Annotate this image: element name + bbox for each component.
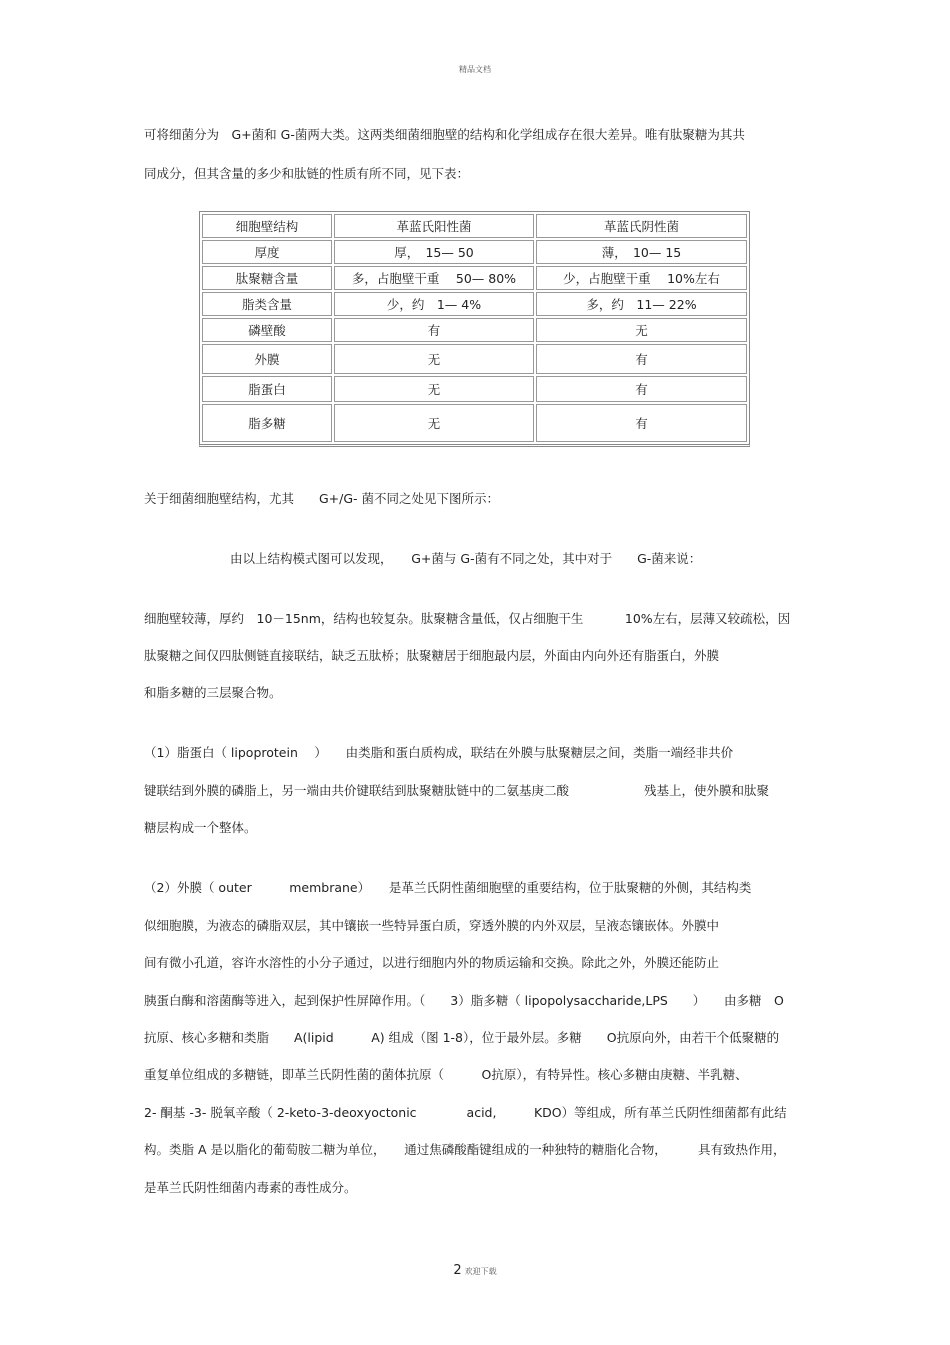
table-cell: 无 (334, 376, 534, 402)
table-cell: 少，约 1— 4% (334, 292, 534, 316)
table-cell: 薄， 10— 15 (536, 240, 747, 264)
table-cell: 肽聚糖含量 (202, 266, 332, 290)
table-row (202, 404, 747, 442)
table-header-cell: 革蓝氏阳性菌 (334, 214, 534, 238)
body-line: 间有微小孔道，容许水溶性的小分子通过，以进行细胞内外的物质运输和交换。除此之外，外膜还能防止 (144, 955, 720, 970)
table-cell: 脂类含量 (202, 292, 332, 316)
body-line: 细胞壁较薄，厚约 10－15nm，结构也较复杂。肽聚糖含量低，仅占细胞干生 10%左右，层薄又较疏松，因 (144, 611, 791, 626)
table-cell: 有 (536, 376, 747, 402)
body-line: 重复单位组成的多糖链，即革兰氏阴性菌的菌体抗原（ O抗原），有特异性。核心多糖由庚糖、半乳糖、 (144, 1067, 748, 1082)
table-cell: 有 (536, 404, 747, 442)
table-header-row (202, 214, 747, 238)
table-header-cell: 革蓝氏阴性菌 (536, 214, 747, 238)
table-header-cell: 细胞壁结构 (202, 214, 332, 238)
page-number: 2 (453, 1263, 462, 1278)
body-line: 似细胞膜，为液态的磷脂双层，其中镶嵌一些特异蛋白质，穿透外膜的内外双层，呈液态镶嵌体。外膜中 (144, 918, 720, 933)
body-line: 肽聚糖之间仅四肽侧链直接联结，缺乏五肽桥；肽聚糖居于细胞最内层，外面由内向外还有脂蛋白，外膜 (144, 648, 720, 663)
intro-line-2: 同成分，但其含量的多少和肽链的性质有所不同，见下表： (144, 166, 470, 181)
table-cell: 外膜 (202, 344, 332, 374)
body-line: 胰蛋白酶和溶菌酶等进入，起到保护性屏障作用。（ 3）脂多糖（ lipopolysaccharide,LPS ） 由多糖 O (144, 993, 784, 1008)
body-line: （1）脂蛋白（ lipoprotein ） 由类脂和蛋白质构成，联结在外膜与肽聚糖层之间，类脂一端经非共价 (144, 745, 734, 760)
page-footer (0, 1259, 950, 1278)
table-cell: 有 (334, 318, 534, 342)
table-row (202, 318, 747, 342)
table-cell: 多，约 11— 22% (536, 292, 747, 316)
body-line: （2）外膜（ outer membrane） 是革兰氏阴性菌细胞壁的重要结构，位于肽聚糖的外侧，其结构类 (144, 880, 752, 895)
table-cell: 多，占胞壁干重 50— 80% (334, 266, 534, 290)
body-line: 抗原、核心多糖和类脂 A(lipid A) 组成（图 1-8），位于最外层。多糖 O抗原向外，由若干个低聚糖的 (144, 1030, 780, 1045)
table-row (202, 292, 747, 316)
page-header: 精品文档 (459, 65, 491, 74)
body-line: 关于细菌细胞壁结构，尤其 G+/G- 菌不同之处见下图所示： (144, 491, 500, 506)
table-cell: 有 (536, 344, 747, 374)
table-cell: 厚， 15— 50 (334, 240, 534, 264)
cell-wall-comparison-table (199, 211, 750, 447)
intro-line-1: 可将细菌分为 G+菌和 G-菌两大类。这两类细菌细胞壁的结构和化学组成存在很大差异。唯有肽聚糖为其共 (144, 127, 745, 142)
body-line: 由以上结构模式图可以发现， G+菌与 G-菌有不同之处，其中对于 G-菌来说： (230, 551, 702, 566)
table-row (202, 344, 747, 374)
table-cell: 脂蛋白 (202, 376, 332, 402)
table-cell: 无 (334, 344, 534, 374)
body-line: 是革兰氏阴性细菌内毒素的毒性成分。 (144, 1180, 357, 1195)
table-cell: 无 (334, 404, 534, 442)
table-row (202, 376, 747, 402)
table-row (202, 240, 747, 264)
table-cell: 脂多糖 (202, 404, 332, 442)
table-cell: 磷壁酸 (202, 318, 332, 342)
body-line: 2- 酮基 -3- 脱氧辛酸（ 2-keto-3-deoxyoctonic acid, KDO）等组成，所有革兰氏阴性细菌都有此结 (144, 1105, 787, 1120)
body-line: 和脂多糖的三层聚合物。 (144, 685, 282, 700)
body-line: 键联结到外膜的磷脂上，另一端由共价键联结到肽聚糖肽链中的二氨基庚二酸 残基上，使外膜和肽聚 (144, 783, 770, 798)
table-cell: 少，占胞壁干重 10%左右 (536, 266, 747, 290)
footer-label: 欢迎下载 (464, 1267, 497, 1276)
table-cell: 厚度 (202, 240, 332, 264)
body-line: 糖层构成一个整体。 (144, 820, 257, 835)
body-line: 构。类脂 A 是以脂化的葡萄胺二糖为单位， 通过焦磷酸酯键组成的一种独特的糖脂化合物， 具有致热作用， (144, 1142, 786, 1157)
table-row (202, 266, 747, 290)
table-cell: 无 (536, 318, 747, 342)
